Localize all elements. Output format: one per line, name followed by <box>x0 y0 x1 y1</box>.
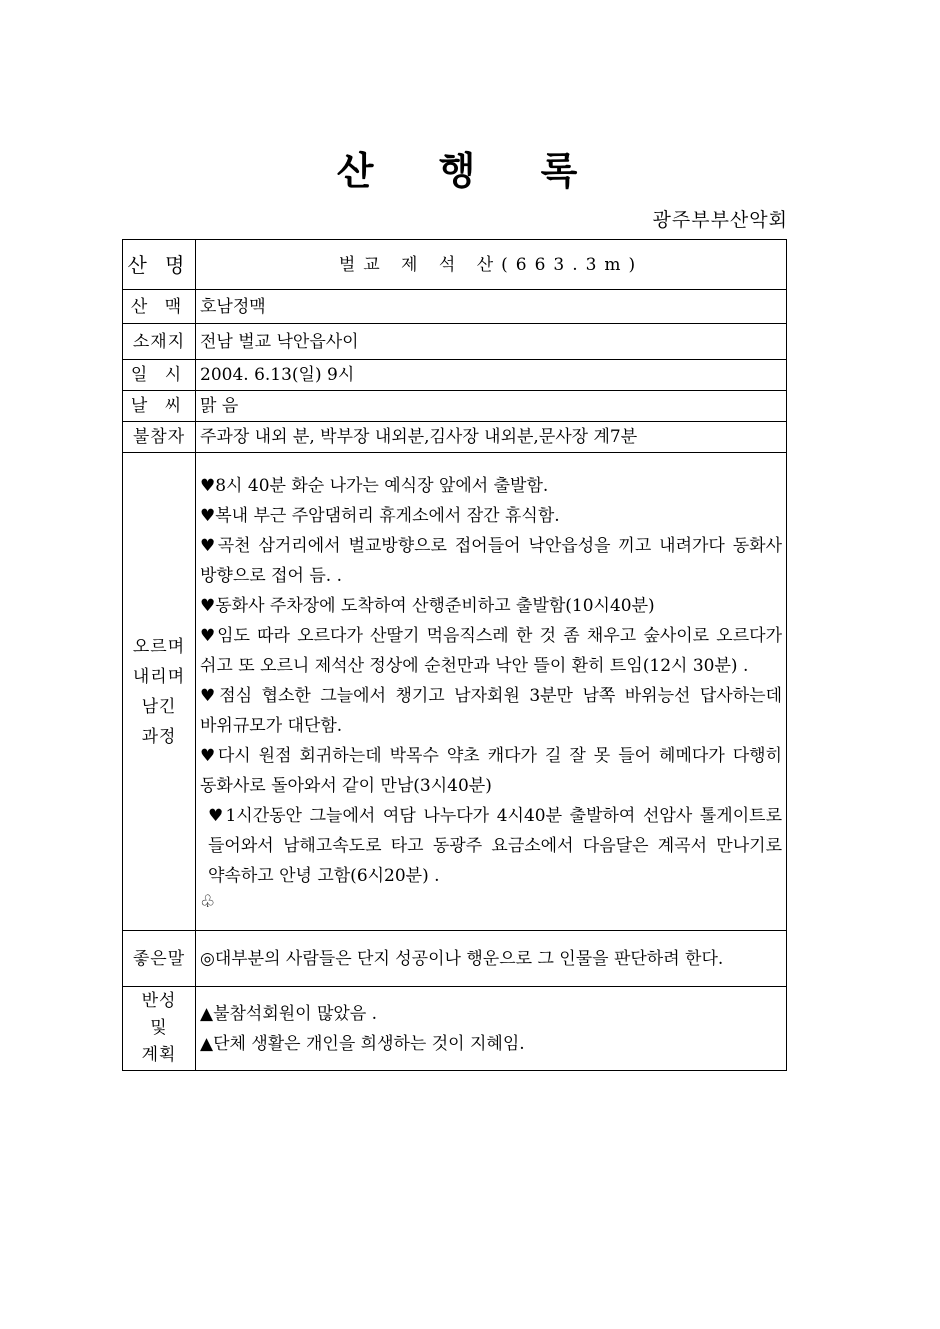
course-content <box>196 453 787 931</box>
reflection-entry: ▲단체 생활은 개인을 희생하는 것이 지혜임. <box>200 1033 525 1054</box>
organization-name: 광주부부산악회 <box>652 209 788 231</box>
mountain-name: 벌교 제 석 산(663.3m) <box>196 240 787 290</box>
reflection-label-line: 계획 <box>141 1045 177 1065</box>
attendees-label: 불참자 <box>123 422 196 453</box>
course-label <box>123 453 196 931</box>
datetime-label: 일 시 <box>123 360 196 391</box>
course-label-line: 남긴 <box>141 696 177 717</box>
quote-text: ◎대부분의 사람들은 단지 성공이나 행운으로 그 인물을 판단하려 한다. <box>200 948 724 969</box>
quote-row <box>123 931 787 987</box>
course-entry: ♥임도 따라 오르다가 산딸기 먹음직스레 한 것 좀 채우고 숲사이로 오르다가 쉬고 또 오르니 제석산 정상에 순천만과 낙안 뜰이 환히 트임(12시 30분) . <box>200 625 782 676</box>
course-label-line: 내리며 <box>132 666 186 687</box>
reflection-row <box>123 987 787 1071</box>
course-entry: ♥1시간동안 그늘에서 여담 나누다가 4시40분 출발하여 선암사 톨게이트로 들어와서 남해고속도로 타고 동광주 요금소에서 다음달은 계곡서 만나기로 약속하고 안녕 고함(6시20분) . <box>208 805 782 886</box>
course-entry: ♥점심 협소한 그늘에서 챙기고 남자회원 3분만 남쪽 바위능선 답사하는데 바위규모가 대단함. <box>200 685 782 736</box>
reflection-label-line: 반성 <box>141 991 177 1011</box>
course-row <box>123 453 787 931</box>
document-title: 산 행 록 <box>336 148 604 193</box>
attendees-value: 주과장 내외 분, 박부장 내외분,김사장 내외분,문사장 계7분 <box>196 422 787 453</box>
datetime-value: 2004. 6.13(일) 9시 <box>196 360 787 391</box>
range-label: 산 맥 <box>123 290 196 324</box>
mountain-label: 산 명 <box>123 240 196 290</box>
datetime-row <box>123 360 787 391</box>
reflection-label-line: 및 <box>150 1018 168 1038</box>
location-value: 전남 벌교 낙안읍사이 <box>196 324 787 360</box>
weather-label: 날 씨 <box>123 391 196 422</box>
course-entry: ♥다시 원점 회귀하는데 박목수 약초 캐다가 길 잘 못 들어 헤메다가 다행히 동화사로 돌아와서 같이 만남(3시40분) <box>200 745 782 796</box>
quote-value <box>196 931 787 987</box>
reflection-entry: ▲불참석회원이 많았음 . <box>200 1003 378 1024</box>
club-symbol: ♧ <box>200 891 216 912</box>
weather-value: 맑 음 <box>196 391 787 422</box>
range-row <box>123 290 787 324</box>
mountain-row <box>123 240 787 290</box>
location-row <box>123 324 787 360</box>
location-label: 소재지 <box>123 324 196 360</box>
course-entry: ♥곡천 삼거리에서 벌교방향으로 접어들어 낙안읍성을 끼고 내려가다 동화사 방향으로 접어 듬. . <box>200 535 782 586</box>
course-entry: ♥동화사 주차장에 도착하여 산행준비하고 출발함(10시40분) <box>200 595 655 616</box>
weather-row <box>123 391 787 422</box>
hiking-log-table <box>122 239 787 1071</box>
reflection-content <box>196 987 787 1071</box>
attendees-row <box>123 422 787 453</box>
reflection-label <box>123 987 196 1071</box>
course-entry: ♥8시 40분 화순 나가는 예식장 앞에서 출발함. <box>200 475 549 496</box>
course-label-line: 과정 <box>141 726 177 747</box>
course-entry: ♥복내 부근 주암댐허리 휴게소에서 잠간 휴식함. <box>200 505 560 526</box>
course-label-line: 오르며 <box>132 636 186 657</box>
range-value: 호남정맥 <box>196 290 787 324</box>
quote-label: 좋은말 <box>123 931 196 987</box>
